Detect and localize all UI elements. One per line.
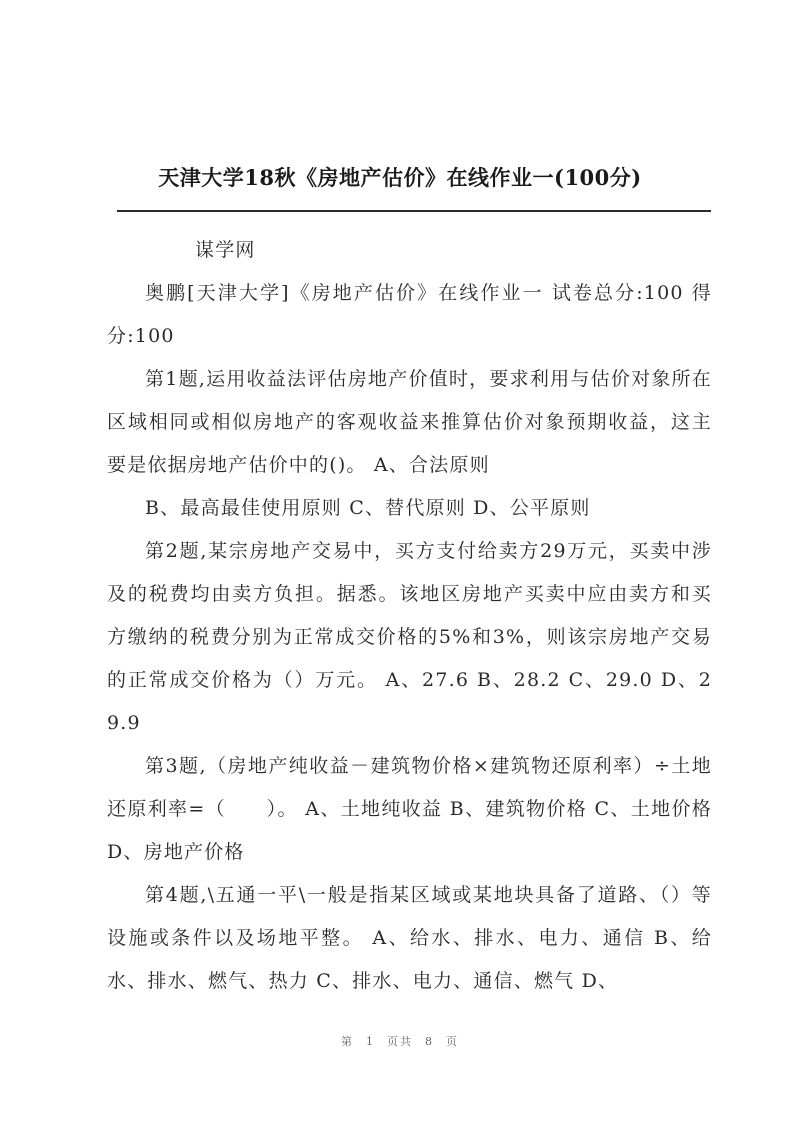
footer-middle: 页共 — [387, 1035, 413, 1048]
footer-suffix: 页 — [446, 1035, 459, 1048]
title-divider — [117, 210, 711, 212]
question-4: 第4题,\五通一平\一般是指某区域或某地块具备了道路、（）等设施或条件以及场地平整。 A、给水、排水、电力、通信 B、给水、排水、燃气、热力 C、排水、电力、通信、燃气 D、 — [107, 884, 712, 992]
question-1: 第1题,运用收益法评估房地产价值时，要求利用与估价对象所在区域相同或相似房地产的客观收益来推算估价对象预期收益，这主要是依据房地产估价中的()。 A、合法原则 — [107, 368, 712, 476]
document-title: 天津大学18秋《房地产估价》在线作业一(100分) — [158, 165, 642, 190]
exam-header-line: 奥鹏[天津大学]《房地产估价》在线作业一 试卷总分:100 得分:100 — [107, 282, 712, 347]
question-1-options: B、最高最佳使用原则 C、替代原则 D、公平原则 — [145, 497, 591, 519]
page-footer — [0, 1033, 800, 1049]
question-2: 第2题,某宗房地产交易中，买方支付给卖方29万元，买卖中涉及的税费均由卖方负担。据悉。该地区房地产买卖中应由卖方和买方缴纳的税费分别为正常成交价格的5%和3%，则该宗房地产交易的正常成交价格为（）万元。 A、27.6 B、28.2 C、29.0 D、29.9 — [107, 540, 712, 734]
document-body — [107, 229, 712, 1003]
question-3: 第3题,（房地产纯收益－建筑物价格×建筑物还原利率）÷土地还原利率=（ ）。 A、土地纯收益 B、建筑物价格 C、土地价格 D、房地产价格 — [107, 755, 712, 863]
footer-total-pages: 8 — [425, 1035, 434, 1048]
source-line: 谋学网 — [195, 239, 256, 261]
footer-page-number: 1 — [366, 1035, 375, 1048]
footer-prefix: 第 — [341, 1035, 354, 1048]
